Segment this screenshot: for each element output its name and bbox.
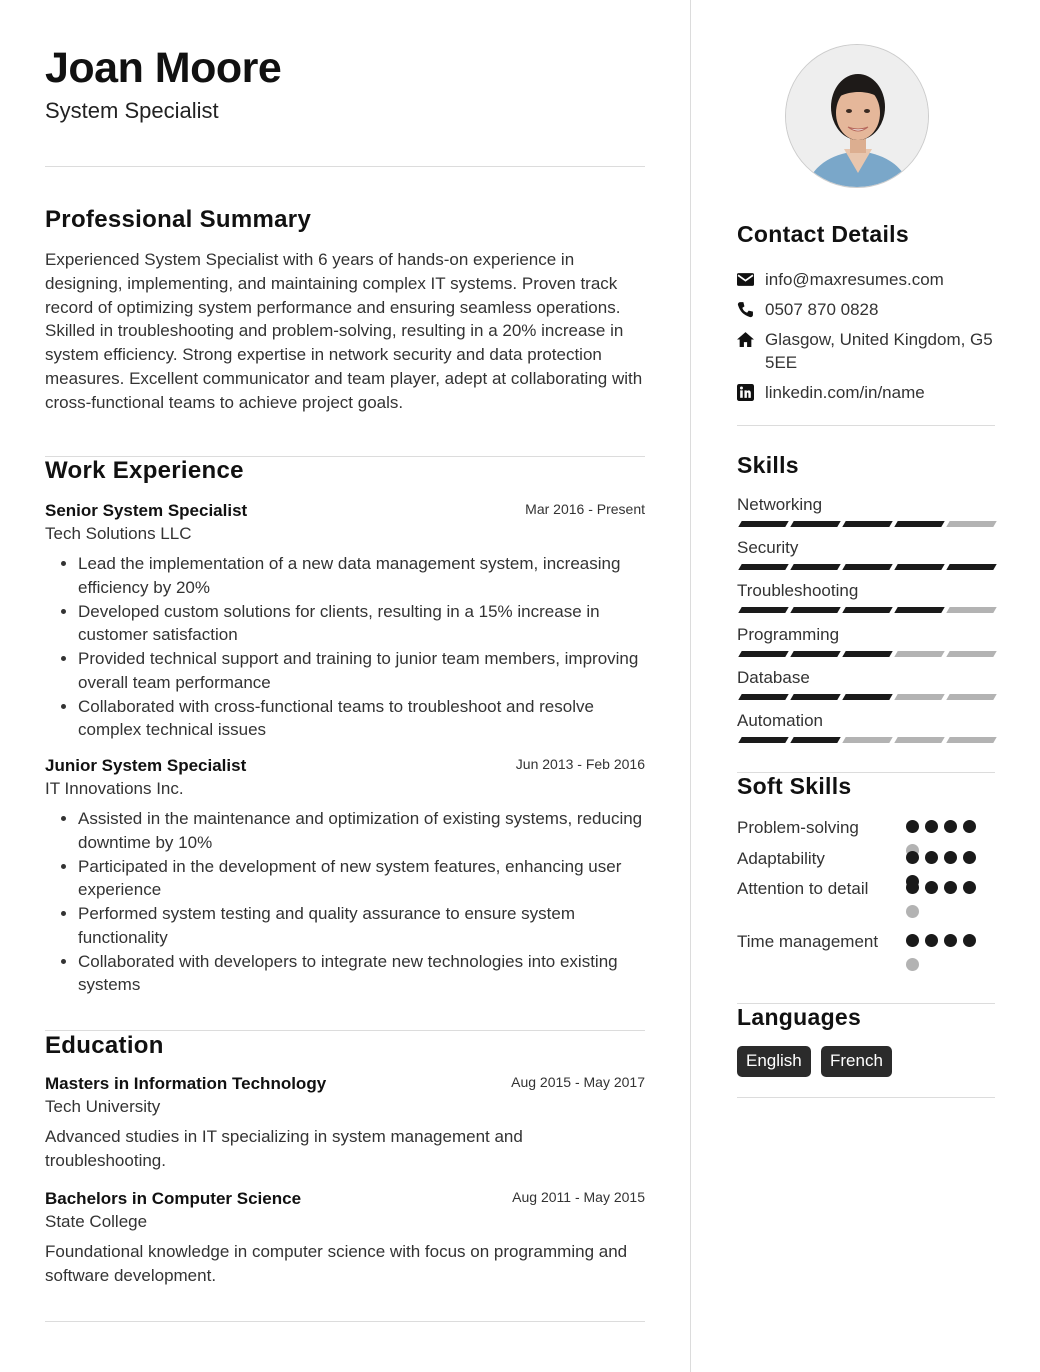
- skill-bar-segment: [946, 521, 996, 527]
- soft-skill-dot: [963, 851, 976, 864]
- skill-item: [737, 495, 995, 515]
- profile-photo-avatar-icon: [786, 45, 929, 188]
- phone-icon: [737, 301, 754, 318]
- soft-skill-dots: [906, 879, 996, 919]
- summary-heading: Professional Summary: [45, 206, 312, 233]
- skill-bar-segment: [946, 607, 996, 613]
- job-bullet: • Collaborated with developers to integrate new technologies into existing systems: [78, 950, 645, 997]
- skill-name: Database: [737, 668, 810, 687]
- skill-bar-segment: [842, 521, 892, 527]
- skill-item: [737, 668, 995, 688]
- job-bullet: • Assisted in the maintenance and optimization of existing systems, reducing downtime by 10%: [78, 807, 645, 854]
- skill-bar: [737, 521, 993, 527]
- soft-skill-item: [737, 816, 995, 839]
- degree-title: Bachelors in Computer Science: [45, 1189, 302, 1208]
- soft-skill-dot: [906, 881, 919, 894]
- language-chip-english: English: [737, 1046, 811, 1077]
- job-bullet: • Collaborated with cross-functional teams to troubleshoot and resolve complex technical issues: [78, 695, 645, 742]
- skill-bar: [737, 737, 993, 743]
- skill-item: [737, 711, 995, 731]
- contact-divider: [737, 425, 995, 426]
- contact-linkedin-text: linkedin.com/in/name: [765, 383, 925, 402]
- soft-skill-dot: [925, 881, 938, 894]
- skill-name: Troubleshooting: [737, 581, 859, 600]
- skill-item: [737, 538, 995, 558]
- contact-address: [737, 328, 995, 376]
- skill-bar-segment: [790, 521, 840, 527]
- school-name: State College: [45, 1212, 148, 1231]
- skill-bar-segment: [790, 564, 840, 570]
- education-date: Aug 2015 - May 2017: [511, 1074, 645, 1090]
- skill-bar-segment: [946, 651, 996, 657]
- skill-bar-segment: [738, 737, 788, 743]
- soft-skill-name: Time management: [737, 932, 879, 951]
- skill-bar-segment: [738, 521, 788, 527]
- job-entry: [45, 501, 645, 742]
- job-company: Tech Solutions LLC: [45, 524, 192, 543]
- soft-skill-dot: [963, 934, 976, 947]
- contact-heading: Contact Details: [737, 221, 909, 247]
- skill-bar-segment: [894, 651, 944, 657]
- envelope-icon: [737, 271, 754, 288]
- skill-bar: [737, 651, 993, 657]
- soft-skill-name: Adaptability: [737, 849, 825, 868]
- contact-email-text: info@maxresumes.com: [765, 270, 944, 289]
- contact-phone-text: 0507 870 0828: [765, 300, 879, 319]
- profile-photo: [785, 44, 929, 188]
- soft-skill-dot: [963, 820, 976, 833]
- education-entry: [45, 1189, 645, 1287]
- job-date: Jun 2013 - Feb 2016: [515, 756, 645, 772]
- column-divider: [690, 0, 691, 1372]
- skill-bar-segment: [738, 694, 788, 700]
- skill-bar: [737, 607, 993, 613]
- skill-name: Automation: [737, 711, 823, 730]
- skill-bar-segment: [894, 607, 944, 613]
- degree-title: Masters in Information Technology: [45, 1074, 327, 1093]
- job-bullets: [45, 807, 645, 997]
- job-bullets: [45, 552, 645, 742]
- soft-skill-dot: [944, 934, 957, 947]
- skill-name: Security: [737, 538, 799, 557]
- job-bullet: • Lead the implementation of a new data management system, increasing efficiency by 20%: [78, 552, 645, 599]
- education-description: Foundational knowledge in computer science with focus on programming and software development.: [45, 1242, 628, 1285]
- skill-bar-segment: [790, 694, 840, 700]
- skill-bar-segment: [946, 564, 996, 570]
- linkedin-icon: [737, 384, 754, 401]
- skill-bar-segment: [790, 737, 840, 743]
- skill-bar: [737, 694, 993, 700]
- skill-bar-segment: [894, 694, 944, 700]
- skill-bar-segment: [738, 564, 788, 570]
- soft-skill-dot: [906, 905, 919, 918]
- job-title: Senior System Specialist: [45, 501, 248, 520]
- job-entry: [45, 756, 645, 997]
- job-bullet: • Developed custom solutions for clients, resulting in a 15% increase in customer satisfaction: [78, 600, 645, 647]
- soft-skill-dot: [925, 820, 938, 833]
- skill-bar-segment: [894, 737, 944, 743]
- skill-bar-segment: [842, 607, 892, 613]
- skill-bar-segment: [946, 737, 996, 743]
- soft-skill-dot: [963, 881, 976, 894]
- skill-bar-segment: [842, 737, 892, 743]
- soft-skill-dot: [944, 881, 957, 894]
- soft-skill-dot: [906, 851, 919, 864]
- skill-bar: [737, 564, 993, 570]
- soft-skill-name: Problem-solving: [737, 818, 859, 837]
- home-icon: [737, 331, 754, 348]
- soft-skill-item: [737, 847, 995, 870]
- skill-bar-segment: [790, 607, 840, 613]
- education-entry: [45, 1074, 645, 1172]
- contact-address-text: Glasgow, United Kingdom, G5 5EE: [765, 330, 993, 372]
- skill-bar-segment: [894, 564, 944, 570]
- job-bullet: • Performed system testing and quality assurance to ensure system functionality: [78, 902, 645, 949]
- job-date: Mar 2016 - Present: [525, 501, 645, 517]
- soft-skill-dot: [906, 934, 919, 947]
- skill-bar-segment: [842, 694, 892, 700]
- skill-bar-segment: [946, 694, 996, 700]
- soft-skill-dot: [925, 851, 938, 864]
- soft-skill-dot: [925, 934, 938, 947]
- job-company: IT Innovations Inc.: [45, 779, 184, 798]
- languages-heading: Languages: [737, 1004, 862, 1030]
- education-date: Aug 2011 - May 2015: [512, 1189, 645, 1205]
- languages-divider: [737, 1097, 995, 1098]
- education-heading: Education: [45, 1032, 164, 1059]
- school-name: Tech University: [45, 1097, 161, 1116]
- soft-skill-dots: [906, 932, 996, 972]
- soft-skill-dot: [906, 820, 919, 833]
- soft-skill-item: [737, 877, 995, 900]
- language-chip-french: French: [821, 1046, 892, 1077]
- soft-skill-dot: [944, 820, 957, 833]
- skill-name: Programming: [737, 625, 840, 644]
- skill-bar-segment: [842, 651, 892, 657]
- job-title: Junior System Specialist: [45, 756, 247, 775]
- skill-bar-segment: [842, 564, 892, 570]
- job-bullet: • Participated in the development of new system features, enhancing user experience: [78, 855, 645, 902]
- education-description: Advanced studies in IT specializing in system management and troubleshooting.: [45, 1127, 523, 1170]
- skill-bar-segment: [738, 651, 788, 657]
- skill-item: [737, 625, 995, 645]
- soft-skill-dot: [906, 958, 919, 971]
- header-divider: [45, 166, 645, 167]
- job-bullet: • Provided technical support and training to junior team members, improving overall team performance: [78, 647, 645, 694]
- soft-skill-name: Attention to detail: [737, 879, 869, 898]
- candidate-title: System Specialist: [45, 98, 219, 123]
- summary-text: Experienced System Specialist with 6 years of hands-on experience in designing, implementing, and maintaining complex IT systems. Proven track record of optimizing system performance and ensuring seamless operations. Skilled in troubleshooting and problem-solving, resulting in a 20% increase in system efficiency. Strong expertise in network security and data protection measures. Excellent communicator and team player, adept at collaborating with cross-functional teams to achieve project goals.: [45, 250, 643, 412]
- soft-skill-item: [737, 930, 995, 953]
- skill-bar-segment: [738, 607, 788, 613]
- experience-divider: [45, 1030, 645, 1031]
- soft-skill-dot: [944, 851, 957, 864]
- skills-heading: Skills: [737, 452, 799, 478]
- soft-skills-heading: Soft Skills: [737, 773, 852, 799]
- skill-bar-segment: [894, 521, 944, 527]
- skill-bar-segment: [790, 651, 840, 657]
- skill-item: [737, 581, 995, 601]
- experience-heading: Work Experience: [45, 457, 244, 484]
- skill-name: Networking: [737, 495, 823, 514]
- education-divider: [45, 1321, 645, 1322]
- candidate-name: Joan Moore: [45, 44, 282, 92]
